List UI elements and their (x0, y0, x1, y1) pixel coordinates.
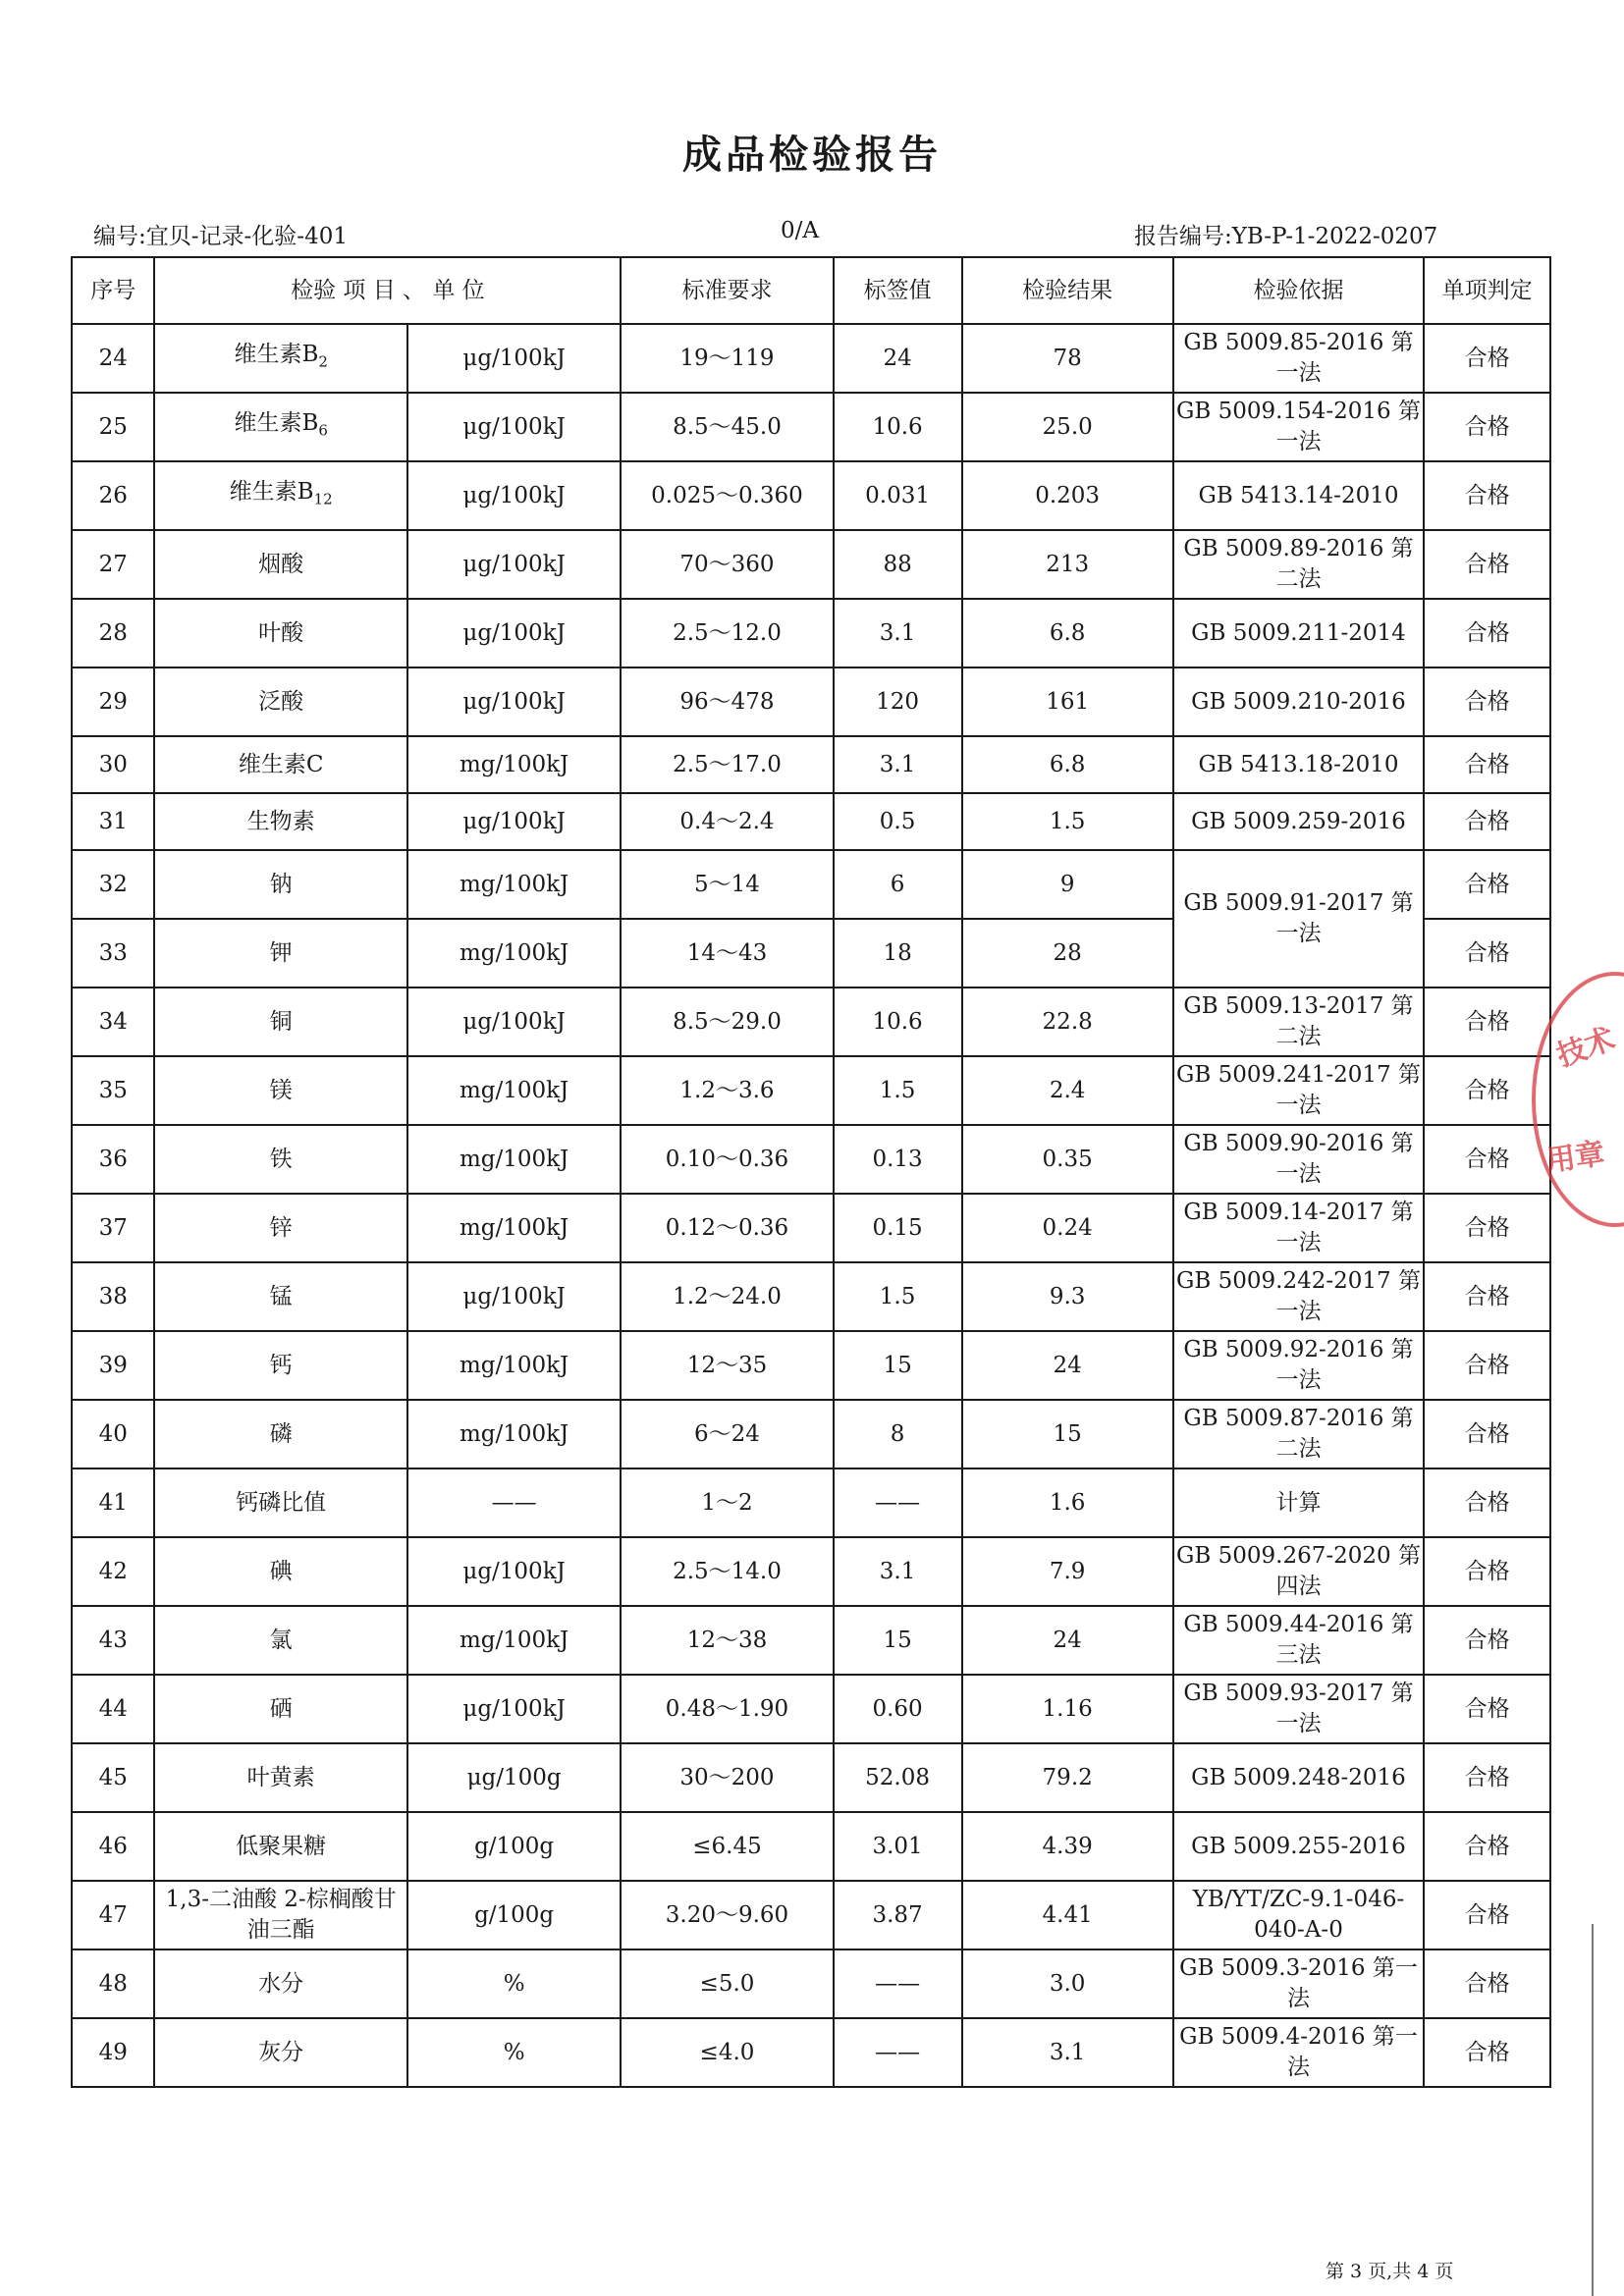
table-row (72, 461, 1550, 530)
row-item-subscript: 12 (313, 490, 333, 508)
row-label-value: 1.5 (834, 1262, 962, 1331)
table-row (72, 850, 1550, 919)
table-row (72, 2018, 1550, 2087)
row-standard: 70～360 (621, 530, 833, 599)
row-item: 锰 (154, 1262, 407, 1331)
row-item: 叶黄素 (154, 1743, 407, 1812)
row-basis: GB 5009.248-2016 (1173, 1743, 1424, 1812)
row-basis: GB 5009.211-2014 (1173, 599, 1424, 667)
row-result: 3.0 (962, 1949, 1173, 2018)
table-row (72, 1194, 1550, 1262)
row-no: 42 (72, 1537, 154, 1606)
row-standard: ≤4.0 (621, 2018, 833, 2087)
row-standard: 8.5～45.0 (621, 393, 833, 461)
row-no: 35 (72, 1056, 154, 1125)
row-standard: 0.12～0.36 (621, 1194, 833, 1262)
table-row (72, 1743, 1550, 1812)
row-no: 38 (72, 1262, 154, 1331)
row-standard: ≤6.45 (621, 1812, 833, 1881)
row-item: 烟酸 (154, 530, 407, 599)
row-item: 碘 (154, 1537, 407, 1606)
row-result: 24 (962, 1331, 1173, 1400)
row-result: 0.203 (962, 461, 1173, 530)
row-item: 灰分 (154, 2018, 407, 2087)
row-verdict: 合格 (1424, 1056, 1550, 1125)
row-label-value: —— (834, 1468, 962, 1537)
table-row (72, 1400, 1550, 1468)
table-row (72, 1606, 1550, 1675)
row-standard: 2.5～12.0 (621, 599, 833, 667)
row-label-value: —— (834, 2018, 962, 2087)
row-unit: μg/100kJ (407, 667, 621, 736)
row-result: 1.5 (962, 793, 1173, 850)
row-item: 磷 (154, 1400, 407, 1468)
row-unit: μg/100g (407, 1743, 621, 1812)
row-label-value: 3.1 (834, 1537, 962, 1606)
row-standard: 19～119 (621, 324, 833, 393)
row-standard: 96～478 (621, 667, 833, 736)
row-unit: mg/100kJ (407, 919, 621, 988)
row-item: 钠 (154, 850, 407, 919)
row-verdict: 合格 (1424, 793, 1550, 850)
col-header-no: 序号 (72, 257, 154, 324)
table-row (72, 1881, 1550, 1949)
row-standard: 2.5～14.0 (621, 1537, 833, 1606)
row-basis: GB 5009.91-2017 第一法 (1173, 850, 1424, 988)
table-row (72, 1262, 1550, 1331)
row-basis: GB 5009.14-2017 第一法 (1173, 1194, 1424, 1262)
row-result: 2.4 (962, 1056, 1173, 1125)
version: 0/A (781, 218, 819, 243)
row-result: 79.2 (962, 1743, 1173, 1812)
row-unit: μg/100kJ (407, 599, 621, 667)
row-label-value: 0.60 (834, 1675, 962, 1743)
row-verdict: 合格 (1424, 850, 1550, 919)
row-label-value: 18 (834, 919, 962, 988)
table-row (72, 1812, 1550, 1881)
row-basis: GB 5009.87-2016 第二法 (1173, 1400, 1424, 1468)
row-standard: 1.2～24.0 (621, 1262, 833, 1331)
report-number: 报告编号:YB-P-1-2022-0207 (1134, 224, 1438, 249)
row-standard: 1～2 (621, 1468, 833, 1537)
row-no: 24 (72, 324, 154, 393)
col-header-label: 标签值 (834, 257, 962, 324)
row-label-value: 3.87 (834, 1881, 962, 1949)
row-no: 25 (72, 393, 154, 461)
row-no: 44 (72, 1675, 154, 1743)
table-row (72, 793, 1550, 850)
row-standard: 14～43 (621, 919, 833, 988)
row-verdict: 合格 (1424, 1331, 1550, 1400)
row-verdict: 合格 (1424, 599, 1550, 667)
row-no: 49 (72, 2018, 154, 2087)
stamp-text-2: 用章 (1543, 1136, 1607, 1179)
col-header-item: 检验 项 目 、 单 位 (154, 257, 621, 324)
row-standard: 3.20～9.60 (621, 1881, 833, 1949)
row-result: 161 (962, 667, 1173, 736)
table-row (72, 1537, 1550, 1606)
row-item-subscript: 2 (318, 352, 328, 371)
row-no: 40 (72, 1400, 154, 1468)
col-header-verdict: 单项判定 (1424, 257, 1550, 324)
row-standard: 5～14 (621, 850, 833, 919)
row-basis: GB 5009.93-2017 第一法 (1173, 1675, 1424, 1743)
row-label-value: 120 (834, 667, 962, 736)
scan-edge-line (1592, 1924, 1594, 2296)
row-result: 25.0 (962, 393, 1173, 461)
row-result: 22.8 (962, 988, 1173, 1056)
stamp-text-1: 技术 (1552, 1021, 1620, 1074)
row-label-value: 88 (834, 530, 962, 599)
row-label-value: 10.6 (834, 393, 962, 461)
row-standard: 0.025～0.360 (621, 461, 833, 530)
row-basis: GB 5009.259-2016 (1173, 793, 1424, 850)
row-item: 生物素 (154, 793, 407, 850)
row-basis: GB 5009.92-2016 第一法 (1173, 1331, 1424, 1400)
row-label-value: 0.15 (834, 1194, 962, 1262)
row-standard: 0.48～1.90 (621, 1675, 833, 1743)
row-verdict: 合格 (1424, 461, 1550, 530)
row-item: 铁 (154, 1125, 407, 1194)
table-row (72, 736, 1550, 793)
col-header-standard: 标准要求 (621, 257, 833, 324)
row-unit: μg/100kJ (407, 988, 621, 1056)
inspection-table (71, 256, 1551, 2088)
row-unit: μg/100kJ (407, 393, 621, 461)
row-basis: 计算 (1173, 1468, 1424, 1537)
row-item: 硒 (154, 1675, 407, 1743)
table-header-row (72, 257, 1550, 324)
row-item: 钙磷比值 (154, 1468, 407, 1537)
row-label-value: 6 (834, 850, 962, 919)
row-no: 26 (72, 461, 154, 530)
row-unit: μg/100kJ (407, 530, 621, 599)
row-basis: GB 5009.90-2016 第一法 (1173, 1125, 1424, 1194)
table-row (72, 1675, 1550, 1743)
row-verdict: 合格 (1424, 1743, 1550, 1812)
row-basis: GB 5009.267-2020 第四法 (1173, 1537, 1424, 1606)
row-no: 36 (72, 1125, 154, 1194)
report-title: 成品检验报告 (682, 133, 942, 178)
row-result: 0.35 (962, 1125, 1173, 1194)
row-item: 锌 (154, 1194, 407, 1262)
row-standard: 6～24 (621, 1400, 833, 1468)
row-item: 泛酸 (154, 667, 407, 736)
row-basis: GB 5413.18-2010 (1173, 736, 1424, 793)
row-item (154, 324, 407, 393)
row-no: 39 (72, 1331, 154, 1400)
row-item-name: 维生素B (234, 409, 319, 436)
table-row (72, 667, 1550, 736)
row-unit: mg/100kJ (407, 1400, 621, 1468)
row-label-value: —— (834, 1949, 962, 2018)
row-unit: μg/100kJ (407, 461, 621, 530)
row-standard: 12～35 (621, 1331, 833, 1400)
row-label-value: 15 (834, 1331, 962, 1400)
row-result: 0.24 (962, 1194, 1173, 1262)
row-unit: % (407, 2018, 621, 2087)
row-basis: GB 5009.255-2016 (1173, 1812, 1424, 1881)
row-item: 低聚果糖 (154, 1812, 407, 1881)
row-verdict: 合格 (1424, 1881, 1550, 1949)
row-item: 氯 (154, 1606, 407, 1675)
row-label-value: 24 (834, 324, 962, 393)
row-verdict: 合格 (1424, 530, 1550, 599)
table-row (72, 1331, 1550, 1400)
table-row (72, 599, 1550, 667)
row-standard: 0.10～0.36 (621, 1125, 833, 1194)
row-no: 47 (72, 1881, 154, 1949)
row-result: 1.6 (962, 1468, 1173, 1537)
row-basis: YB/YT/ZC-9.1-046-040-A-0 (1173, 1881, 1424, 1949)
row-verdict: 合格 (1424, 1468, 1550, 1537)
row-basis: GB 5009.89-2016 第二法 (1173, 530, 1424, 599)
row-unit: mg/100kJ (407, 1194, 621, 1262)
row-basis: GB 5009.154-2016 第一法 (1173, 393, 1424, 461)
row-label-value: 3.01 (834, 1812, 962, 1881)
row-unit: % (407, 1949, 621, 2018)
col-header-basis: 检验依据 (1173, 257, 1424, 324)
row-verdict: 合格 (1424, 667, 1550, 736)
row-unit: μg/100kJ (407, 1262, 621, 1331)
row-label-value: 52.08 (834, 1743, 962, 1812)
row-result: 6.8 (962, 599, 1173, 667)
row-result: 213 (962, 530, 1173, 599)
row-label-value: 10.6 (834, 988, 962, 1056)
row-no: 30 (72, 736, 154, 793)
row-basis: GB 5009.13-2017 第二法 (1173, 988, 1424, 1056)
row-verdict: 合格 (1424, 1262, 1550, 1331)
row-result: 1.16 (962, 1675, 1173, 1743)
row-verdict: 合格 (1424, 393, 1550, 461)
row-unit: g/100g (407, 1812, 621, 1881)
row-verdict: 合格 (1424, 1400, 1550, 1468)
row-result: 7.9 (962, 1537, 1173, 1606)
row-unit: mg/100kJ (407, 1125, 621, 1194)
table-row (72, 1949, 1550, 2018)
table-row (72, 1056, 1550, 1125)
document-number: 编号:宜贝-记录-化验-401 (93, 224, 348, 249)
table-row (72, 1125, 1550, 1194)
page-number: 第 3 页,共 4 页 (1326, 2261, 1454, 2282)
row-unit: μg/100kJ (407, 793, 621, 850)
row-basis: GB 5009.44-2016 第三法 (1173, 1606, 1424, 1675)
row-result: 15 (962, 1400, 1173, 1468)
row-basis: GB 5009.4-2016 第一法 (1173, 2018, 1424, 2087)
row-verdict: 合格 (1424, 1194, 1550, 1262)
row-unit: μg/100kJ (407, 324, 621, 393)
row-unit: μg/100kJ (407, 1675, 621, 1743)
row-verdict: 合格 (1424, 1812, 1550, 1881)
row-item-name: 维生素B (229, 478, 314, 505)
row-unit: μg/100kJ (407, 1537, 621, 1606)
row-basis: GB 5009.242-2017 第一法 (1173, 1262, 1424, 1331)
row-no: 41 (72, 1468, 154, 1537)
row-item: 钙 (154, 1331, 407, 1400)
row-result: 4.39 (962, 1812, 1173, 1881)
row-label-value: 15 (834, 1606, 962, 1675)
row-basis: GB 5413.14-2010 (1173, 461, 1424, 530)
row-result: 3.1 (962, 2018, 1173, 2087)
row-item: 维生素C (154, 736, 407, 793)
row-unit: mg/100kJ (407, 1606, 621, 1675)
row-label-value: 0.13 (834, 1125, 962, 1194)
row-result: 9.3 (962, 1262, 1173, 1331)
row-no: 46 (72, 1812, 154, 1881)
row-standard: 0.4～2.4 (621, 793, 833, 850)
row-standard: 12～38 (621, 1606, 833, 1675)
row-item: 镁 (154, 1056, 407, 1125)
row-standard: 8.5～29.0 (621, 988, 833, 1056)
row-no: 43 (72, 1606, 154, 1675)
row-standard: 2.5～17.0 (621, 736, 833, 793)
row-unit: g/100g (407, 1881, 621, 1949)
row-result: 9 (962, 850, 1173, 919)
row-no: 29 (72, 667, 154, 736)
row-basis: GB 5009.210-2016 (1173, 667, 1424, 736)
table-row (72, 988, 1550, 1056)
row-basis: GB 5009.241-2017 第一法 (1173, 1056, 1424, 1125)
table-row (72, 530, 1550, 599)
row-item: 叶酸 (154, 599, 407, 667)
row-result: 28 (962, 919, 1173, 988)
row-label-value: 1.5 (834, 1056, 962, 1125)
table-row (72, 393, 1550, 461)
row-verdict: 合格 (1424, 324, 1550, 393)
row-unit: —— (407, 1468, 621, 1537)
row-label-value: 3.1 (834, 736, 962, 793)
row-unit: mg/100kJ (407, 850, 621, 919)
row-item-subscript: 6 (318, 421, 328, 440)
row-standard: 1.2～3.6 (621, 1056, 833, 1125)
table-row (72, 324, 1550, 393)
row-unit: mg/100kJ (407, 736, 621, 793)
row-verdict: 合格 (1424, 1675, 1550, 1743)
row-verdict: 合格 (1424, 988, 1550, 1056)
row-item: 水分 (154, 1949, 407, 2018)
row-label-value: 3.1 (834, 599, 962, 667)
row-verdict: 合格 (1424, 1125, 1550, 1194)
row-no: 48 (72, 1949, 154, 2018)
row-no: 31 (72, 793, 154, 850)
row-verdict: 合格 (1424, 2018, 1550, 2087)
row-label-value: 0.5 (834, 793, 962, 850)
row-result: 6.8 (962, 736, 1173, 793)
row-unit: mg/100kJ (407, 1331, 621, 1400)
row-standard: ≤5.0 (621, 1949, 833, 2018)
row-no: 37 (72, 1194, 154, 1262)
row-basis: GB 5009.3-2016 第一法 (1173, 1949, 1424, 2018)
row-result: 24 (962, 1606, 1173, 1675)
row-no: 28 (72, 599, 154, 667)
row-label-value: 8 (834, 1400, 962, 1468)
row-item: 1,3-二油酸 2-棕榈酸甘油三酯 (154, 1881, 407, 1949)
row-no: 33 (72, 919, 154, 988)
row-item: 钾 (154, 919, 407, 988)
row-standard: 30～200 (621, 1743, 833, 1812)
row-verdict: 合格 (1424, 1606, 1550, 1675)
row-no: 32 (72, 850, 154, 919)
row-verdict: 合格 (1424, 1949, 1550, 2018)
row-result: 78 (962, 324, 1173, 393)
table-row (72, 1468, 1550, 1537)
row-label-value: 0.031 (834, 461, 962, 530)
row-no: 34 (72, 988, 154, 1056)
row-unit: mg/100kJ (407, 1056, 621, 1125)
row-verdict: 合格 (1424, 1537, 1550, 1606)
row-no: 45 (72, 1743, 154, 1812)
row-item (154, 461, 407, 530)
row-item-name: 维生素B (234, 341, 319, 367)
row-verdict: 合格 (1424, 736, 1550, 793)
col-header-result: 检验结果 (962, 257, 1173, 324)
row-verdict: 合格 (1424, 919, 1550, 988)
row-no: 27 (72, 530, 154, 599)
row-result: 4.41 (962, 1881, 1173, 1949)
row-basis: GB 5009.85-2016 第一法 (1173, 324, 1424, 393)
row-item (154, 393, 407, 461)
row-item: 铜 (154, 988, 407, 1056)
